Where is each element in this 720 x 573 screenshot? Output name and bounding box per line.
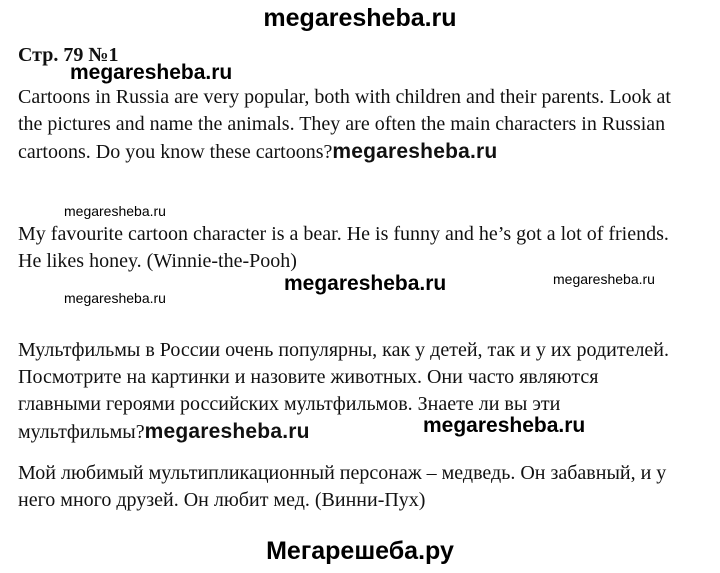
footer-watermark: Мегарешеба.ру <box>266 537 454 565</box>
header-watermark: megaresheba.ru <box>263 4 457 32</box>
russian-intro-line-3: главными героями российских мультфильмов. Знаете ли вы эти <box>18 393 561 415</box>
watermark-russian-right: megaresheba.ru <box>423 414 586 437</box>
russian-answer-paragraph <box>18 460 718 514</box>
inline-watermark-russian: megaresheba.ru <box>144 420 310 443</box>
english-intro-paragraph <box>18 84 718 166</box>
english-intro-line-2: the pictures and name the animals. They are often the main characters in Russian <box>18 113 666 135</box>
english-answer-line-1: My favourite cartoon character is a bear. He is funny and he’s got a lot of friends. <box>18 223 669 245</box>
russian-intro-line-4: мультфильмы? <box>18 421 145 443</box>
russian-answer-line-2: него много друзей. Он любит мед. (Винни-Пух) <box>18 489 426 511</box>
english-answer-paragraph <box>18 221 718 275</box>
russian-intro-line-1: Мультфильмы в России очень популярны, как у детей, так и у их родителей. <box>18 339 670 361</box>
inline-watermark-english: megaresheba.ru <box>332 140 498 163</box>
english-answer-line-2: He likes honey. (Winnie-the-Pooh) <box>18 250 297 272</box>
exercise-reference: Стр. 79 №1 <box>18 44 119 66</box>
watermark-small-1: megaresheba.ru <box>64 203 166 219</box>
russian-intro-paragraph <box>18 337 718 446</box>
watermark-small-2: megaresheba.ru <box>64 290 166 306</box>
russian-intro-line-2: Посмотрите на картинки и назовите животных. Они часто являются <box>18 366 599 388</box>
english-intro-line-3: cartoons. Do you know these cartoons? <box>18 141 333 163</box>
russian-answer-line-1: Мой любимый мультипликационный персонаж – медведь. Он забавный, и у <box>18 462 667 484</box>
english-intro-line-1: Cartoons in Russia are very popular, both with children and their parents. Look at <box>18 86 671 108</box>
watermark-mid-bold: megaresheba.ru <box>284 272 447 295</box>
watermark-small-3: megaresheba.ru <box>553 271 655 287</box>
watermark-under-reference: megaresheba.ru <box>70 61 233 84</box>
